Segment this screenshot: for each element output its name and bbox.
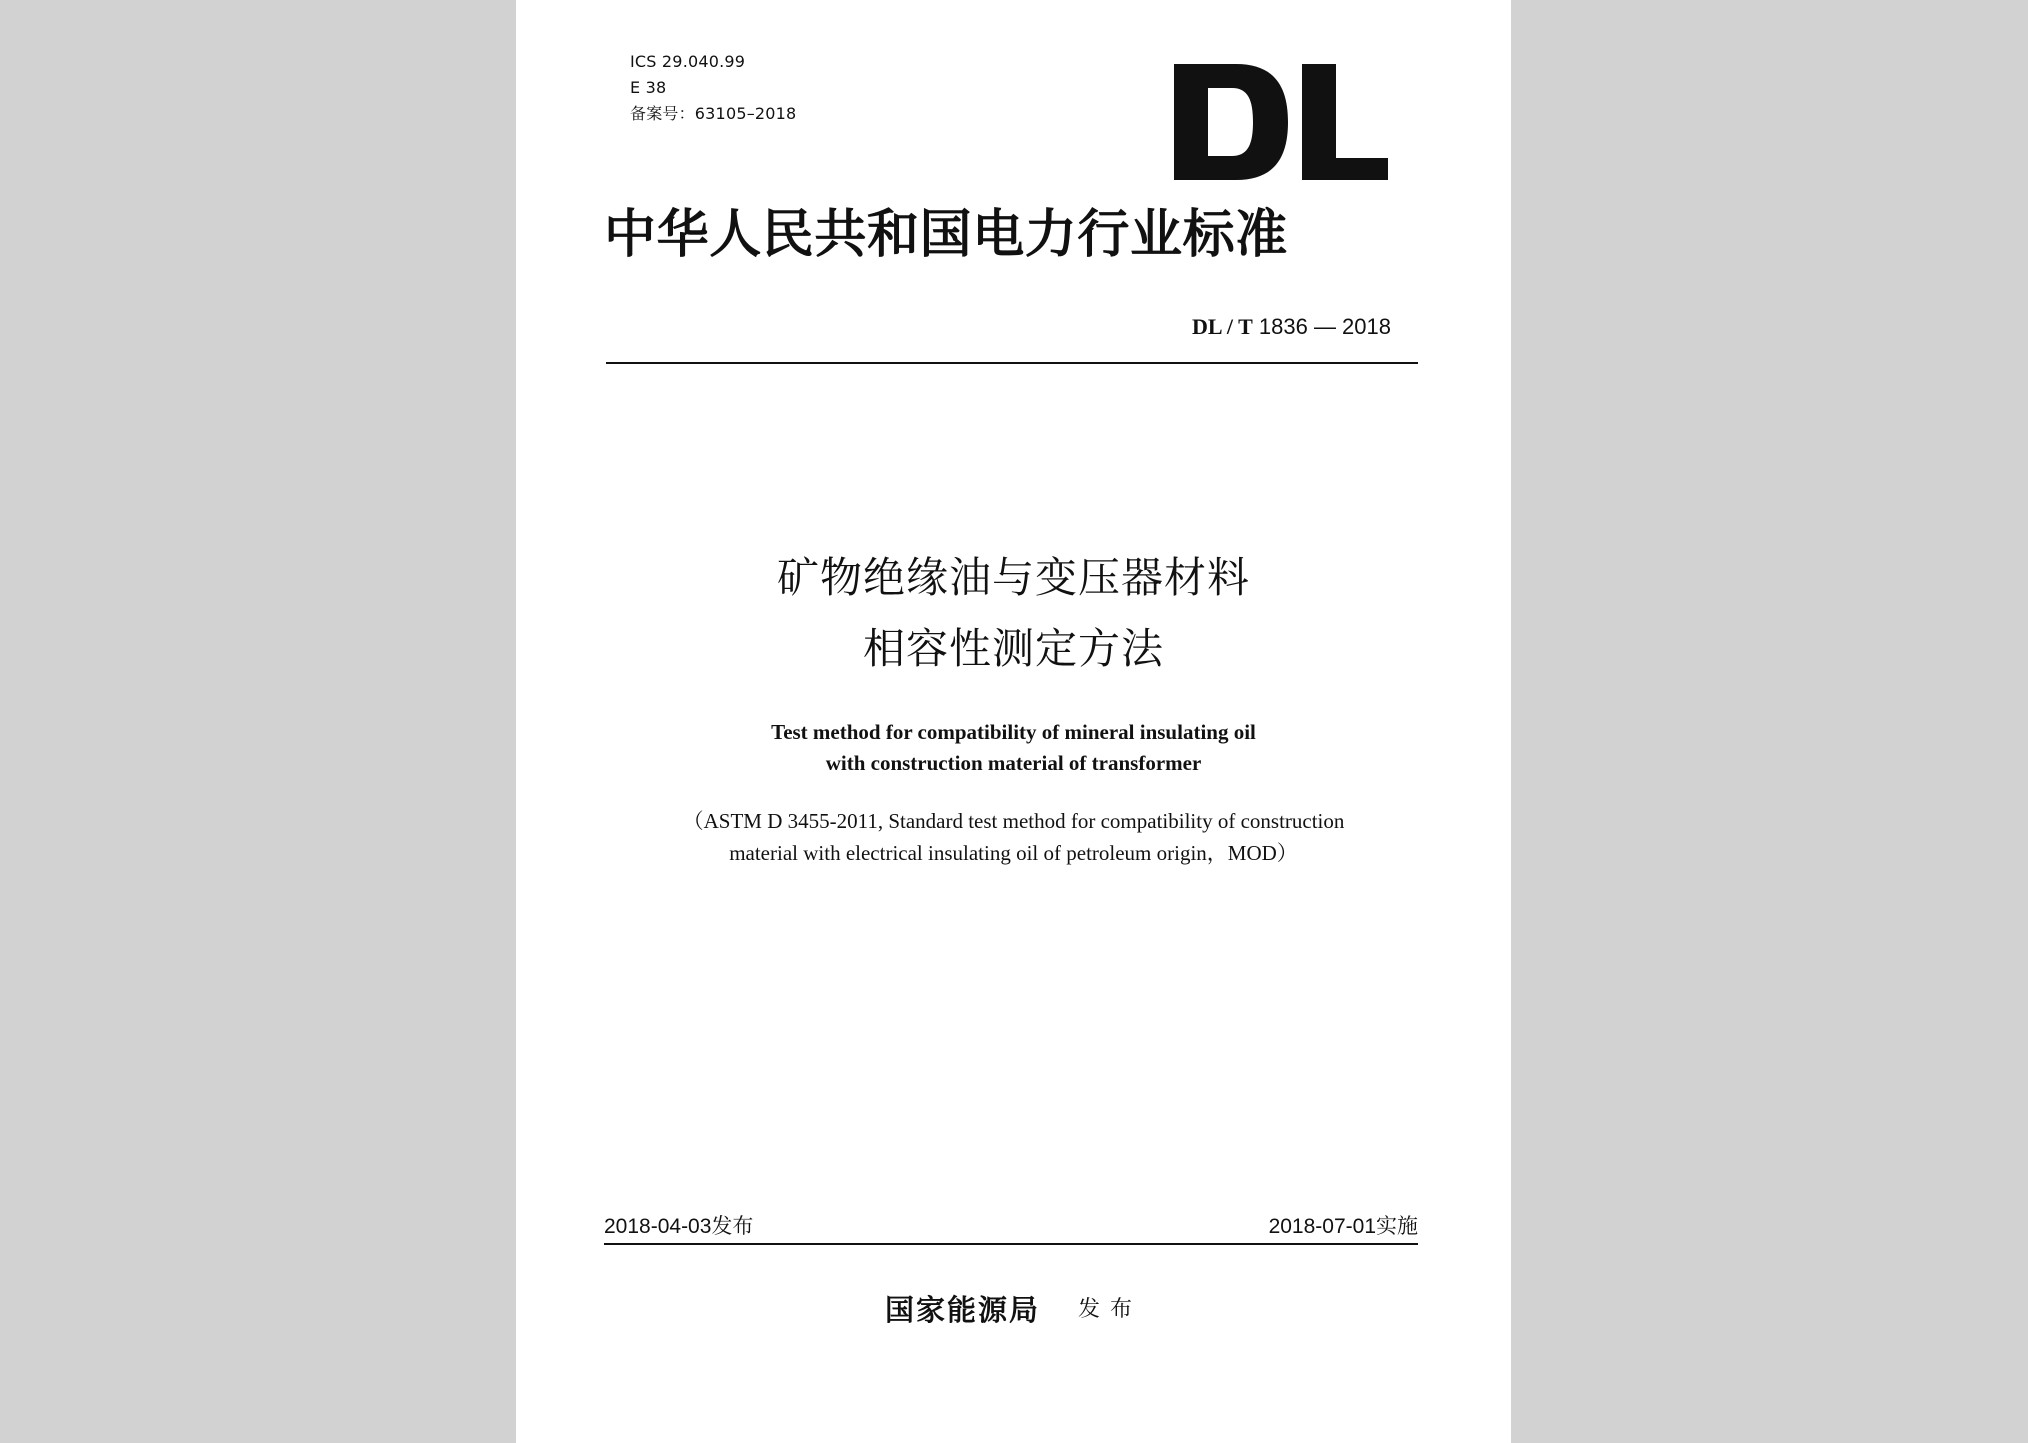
- standard-number-value: 1836 — 2018: [1258, 314, 1391, 339]
- header-divider: [606, 362, 1418, 364]
- standard-number: [1192, 314, 1391, 340]
- issue-date: 2018-04-03发布: [604, 1215, 754, 1238]
- issuer-title: 中华人民共和国电力行业标准: [604, 205, 1288, 265]
- title-cn-line-1: 矿物绝缘油与变压器材料: [776, 553, 1250, 602]
- record-number: 备案号：63105–2018: [630, 104, 797, 123]
- effective-date: 2018-07-01实施: [1268, 1215, 1418, 1238]
- ics-code: ICS 29.040.99: [630, 52, 746, 71]
- classification-code: E 38: [630, 78, 667, 97]
- publisher-organization: 国家能源局: [884, 1293, 1040, 1327]
- footer-divider: [604, 1243, 1418, 1245]
- dl-logo: [1174, 64, 1388, 180]
- title-en-line-2: with construction material of transformer: [825, 751, 1202, 775]
- title-en-line-1: Test method for compatibility of mineral insulating oil: [771, 720, 1256, 744]
- dl-logo-letter-d: [1174, 64, 1288, 180]
- reference-note-line-1: （ASTM D 3455-2011, Standard test method for compatibility of construction: [682, 809, 1345, 833]
- dl-logo-letter-l: [1302, 64, 1388, 180]
- title-cn-line-2: 相容性测定方法: [862, 624, 1164, 673]
- reference-note-line-2: material with electrical insulating oil of petroleum origin，MOD）: [729, 841, 1298, 865]
- date-row: [604, 1214, 1418, 1244]
- publisher: [516, 1292, 1511, 1328]
- document-page: [516, 0, 1511, 1443]
- standard-code: DL / T: [1192, 314, 1253, 339]
- publisher-action: 发布: [1078, 1297, 1143, 1322]
